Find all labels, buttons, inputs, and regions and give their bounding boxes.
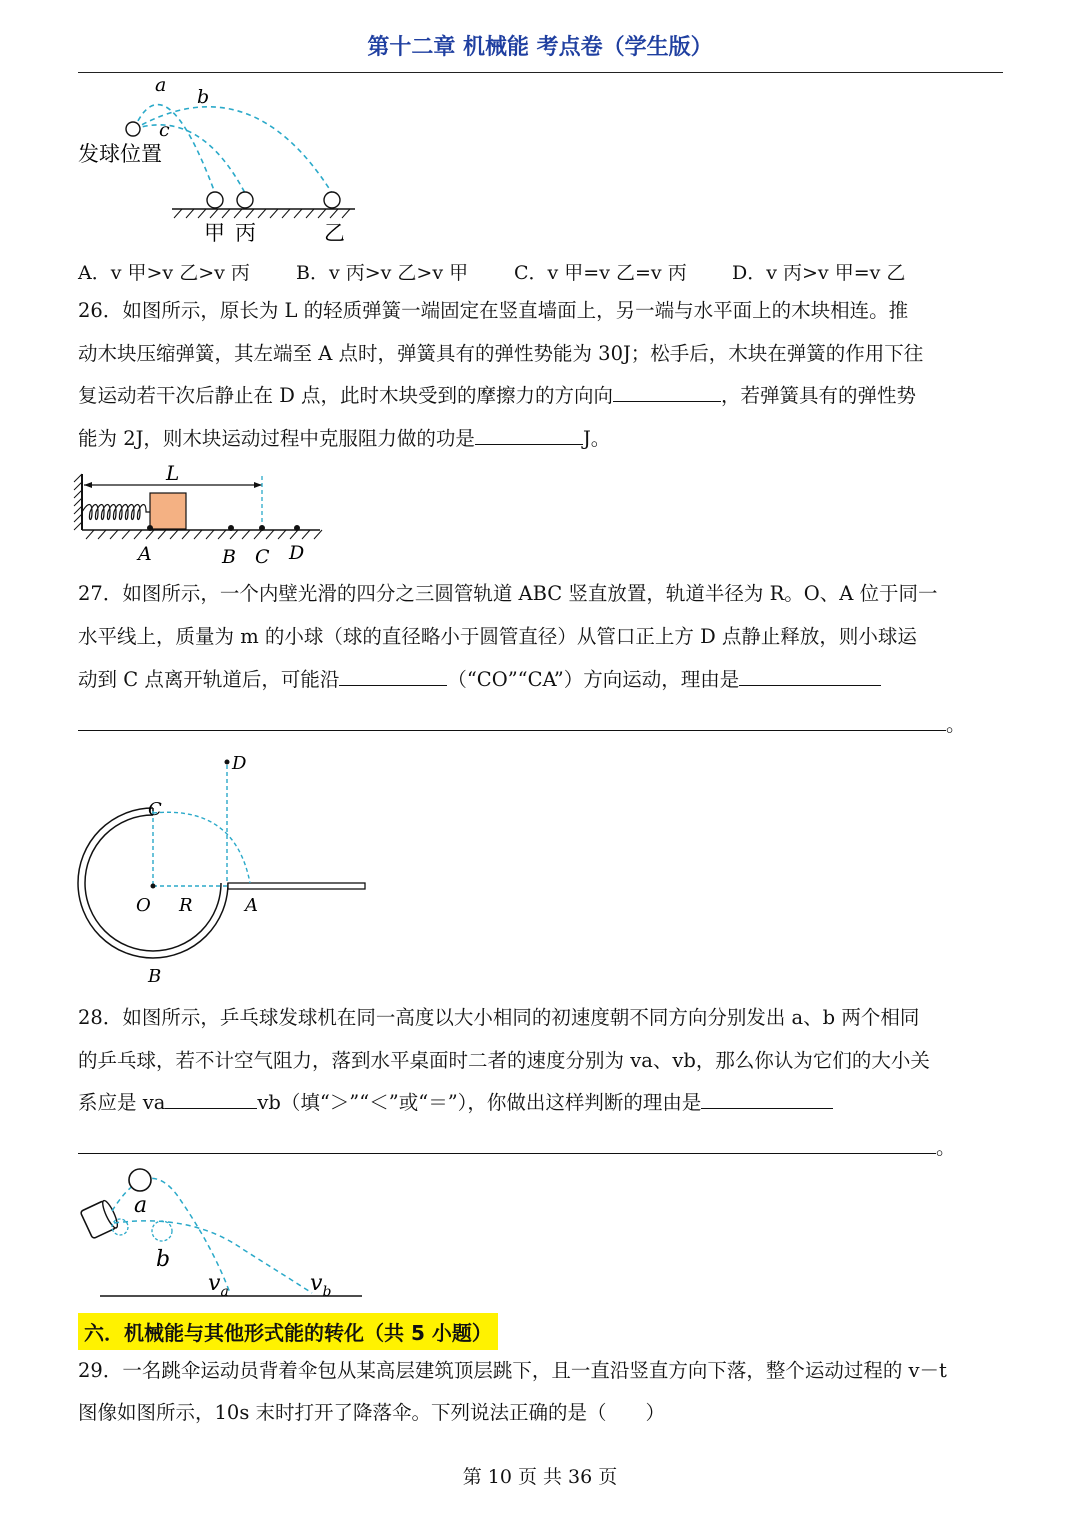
q29-line-2: 图像如图所示，10s 末时打开了降落伞。下列说法正确的是（ ） xyxy=(78,1401,666,1424)
q27-line-4-end: 。 xyxy=(946,713,966,736)
q27-blank-reason[interactable] xyxy=(739,665,881,686)
label-a: a xyxy=(134,1193,148,1218)
label-b: b xyxy=(156,1247,171,1272)
point-b xyxy=(228,525,234,531)
ball-a xyxy=(129,1169,151,1191)
q26-line-3-tail: ，若弹簧具有的弹性势 xyxy=(721,384,917,407)
q26-line-3 xyxy=(78,381,1003,411)
length-arrow-head-left xyxy=(84,482,92,488)
q27-line-3-text: 动到 C 点离开轨道后，可能沿 xyxy=(78,668,340,691)
label-jia: 甲 xyxy=(204,221,225,245)
point-d xyxy=(225,760,230,765)
figure-q26-spring-block xyxy=(70,462,340,572)
q28-line-3-text: 系应是 va xyxy=(78,1091,166,1114)
q28-line-1: 28．如图所示，乒乓球发球机在同一高度以大小相同的初速度朝不同方向分别发出 a、b 两个相同 xyxy=(78,1006,920,1029)
label-a: a xyxy=(155,74,167,96)
label-a: A xyxy=(245,895,258,916)
ball-bing xyxy=(237,192,253,208)
q26-line-2: 动木块压缩弹簧，其左端至 A 点时，弹簧具有的弹性势能为 30J；松手后，木块在弹簧的作用下往 xyxy=(78,342,924,365)
q27-blank-reason-continued[interactable] xyxy=(78,710,946,731)
figure-q28-ping-pong-launcher xyxy=(72,1165,372,1305)
q28-line-4 xyxy=(78,1133,1003,1163)
q27-line-3-mid: （“CO”“CA”）方向运动，理由是 xyxy=(447,668,740,691)
q28-blank-reason-continued[interactable] xyxy=(78,1133,936,1154)
point-a xyxy=(147,525,153,531)
q27-blank-direction[interactable] xyxy=(339,665,447,686)
q27-line-4 xyxy=(78,710,1003,740)
q28-line-2: 的乒乓球，若不计空气阻力，落到水平桌面时二者的速度分别为 va、vb，那么你认为它们的大小关 xyxy=(78,1049,930,1072)
point-d xyxy=(294,525,300,531)
q28-line-3 xyxy=(78,1088,1003,1118)
q29-line-1: 29．一名跳伞运动员背着伞包从某高层建筑顶层跳下，且一直沿竖直方向下落，整个运动过程的 v－t xyxy=(78,1359,947,1382)
point-o xyxy=(151,884,156,889)
page-footer: 第 10 页 共 36 页 xyxy=(462,1466,618,1488)
projectile-path xyxy=(153,812,250,883)
label-d: D xyxy=(289,542,305,564)
label-l: L xyxy=(166,461,180,485)
label-b: B xyxy=(148,966,162,987)
q26-line-4-text: 能为 2J，则木块运动过程中克服阻力做的功是 xyxy=(78,427,475,450)
length-arrow-head-right xyxy=(254,482,262,488)
figure-q27-circular-track xyxy=(70,745,380,990)
point-c xyxy=(259,525,265,531)
spring-coil xyxy=(82,505,150,520)
q25-option-a: A．v 甲>v 乙>v 丙 xyxy=(78,262,250,284)
label-vb: $v_b$ xyxy=(310,1271,332,1300)
figure-q25-trajectories xyxy=(70,74,370,250)
label-b: b xyxy=(197,86,210,108)
ball-yi xyxy=(324,192,340,208)
q26-blank-work[interactable] xyxy=(475,424,583,445)
label-c: C xyxy=(148,799,162,820)
q26-line-4 xyxy=(78,424,1003,454)
ground-hatching xyxy=(174,209,350,218)
q28-blank-comparison[interactable] xyxy=(165,1088,257,1109)
page-header-title: 第十二章 机械能 考点卷（学生版） xyxy=(367,35,713,60)
label-yi: 乙 xyxy=(324,221,345,245)
floor-hatching xyxy=(86,530,322,539)
ghost-ball-b xyxy=(152,1221,172,1241)
q28-line-3-mid: vb（填“＞”“＜”或“＝”），你做出这样判断的理由是 xyxy=(257,1091,702,1114)
label-r: R xyxy=(179,895,193,916)
launch-ball xyxy=(126,122,140,136)
launcher-icon xyxy=(80,1199,120,1239)
label-c: c xyxy=(159,119,170,141)
horizontal-rail xyxy=(228,883,365,889)
label-o: O xyxy=(136,895,151,916)
q26-blank-friction-direction[interactable] xyxy=(613,381,721,402)
ball-jia xyxy=(207,192,223,208)
label-a: A xyxy=(138,543,152,565)
label-bing: 丙 xyxy=(235,221,256,245)
q25-option-b: B．v 丙>v 乙>v 甲 xyxy=(296,262,469,284)
q27-line-2: 水平线上，质量为 m 的小球（球的直径略小于圆管直径）从管口正上方 D 点静止释放，则小球运 xyxy=(78,625,917,648)
q25-option-c: C．v 甲=v 乙=v 丙 xyxy=(514,262,687,284)
wooden-block xyxy=(150,493,186,529)
q26-line-4-tail: J。 xyxy=(582,427,611,450)
trajectory-curves xyxy=(134,105,332,193)
q26-line-3-text: 复运动若干次后静止在 D 点，此时木块受到的摩擦力的方向向 xyxy=(78,384,614,407)
q25-option-d: D．v 丙>v 甲=v 乙 xyxy=(732,262,906,284)
label-va: $v_a$ xyxy=(208,1271,229,1300)
section-6-heading: 六．机械能与其他形式能的转化（共 5 小题） xyxy=(78,1313,498,1350)
label-d: D xyxy=(232,753,247,774)
q26-line-1: 26．如图所示，原长为 L 的轻质弹簧一端固定在竖直墙面上，另一端与水平面上的木块相连。推 xyxy=(78,299,909,322)
label-b: B xyxy=(222,546,236,568)
wall-hatching xyxy=(74,474,82,530)
q28-blank-reason[interactable] xyxy=(701,1088,833,1109)
q27-line-3 xyxy=(78,665,1003,695)
label-c: C xyxy=(255,546,270,568)
header-rule xyxy=(78,72,1003,73)
q28-line-4-end: 。 xyxy=(936,1136,956,1159)
q27-line-1: 27．如图所示，一个内壁光滑的四分之三圆管轨道 ABC 竖直放置，轨道半径为 R。O、A 位于同一 xyxy=(78,582,938,605)
launch-position-label: 发球位置 xyxy=(78,142,162,166)
